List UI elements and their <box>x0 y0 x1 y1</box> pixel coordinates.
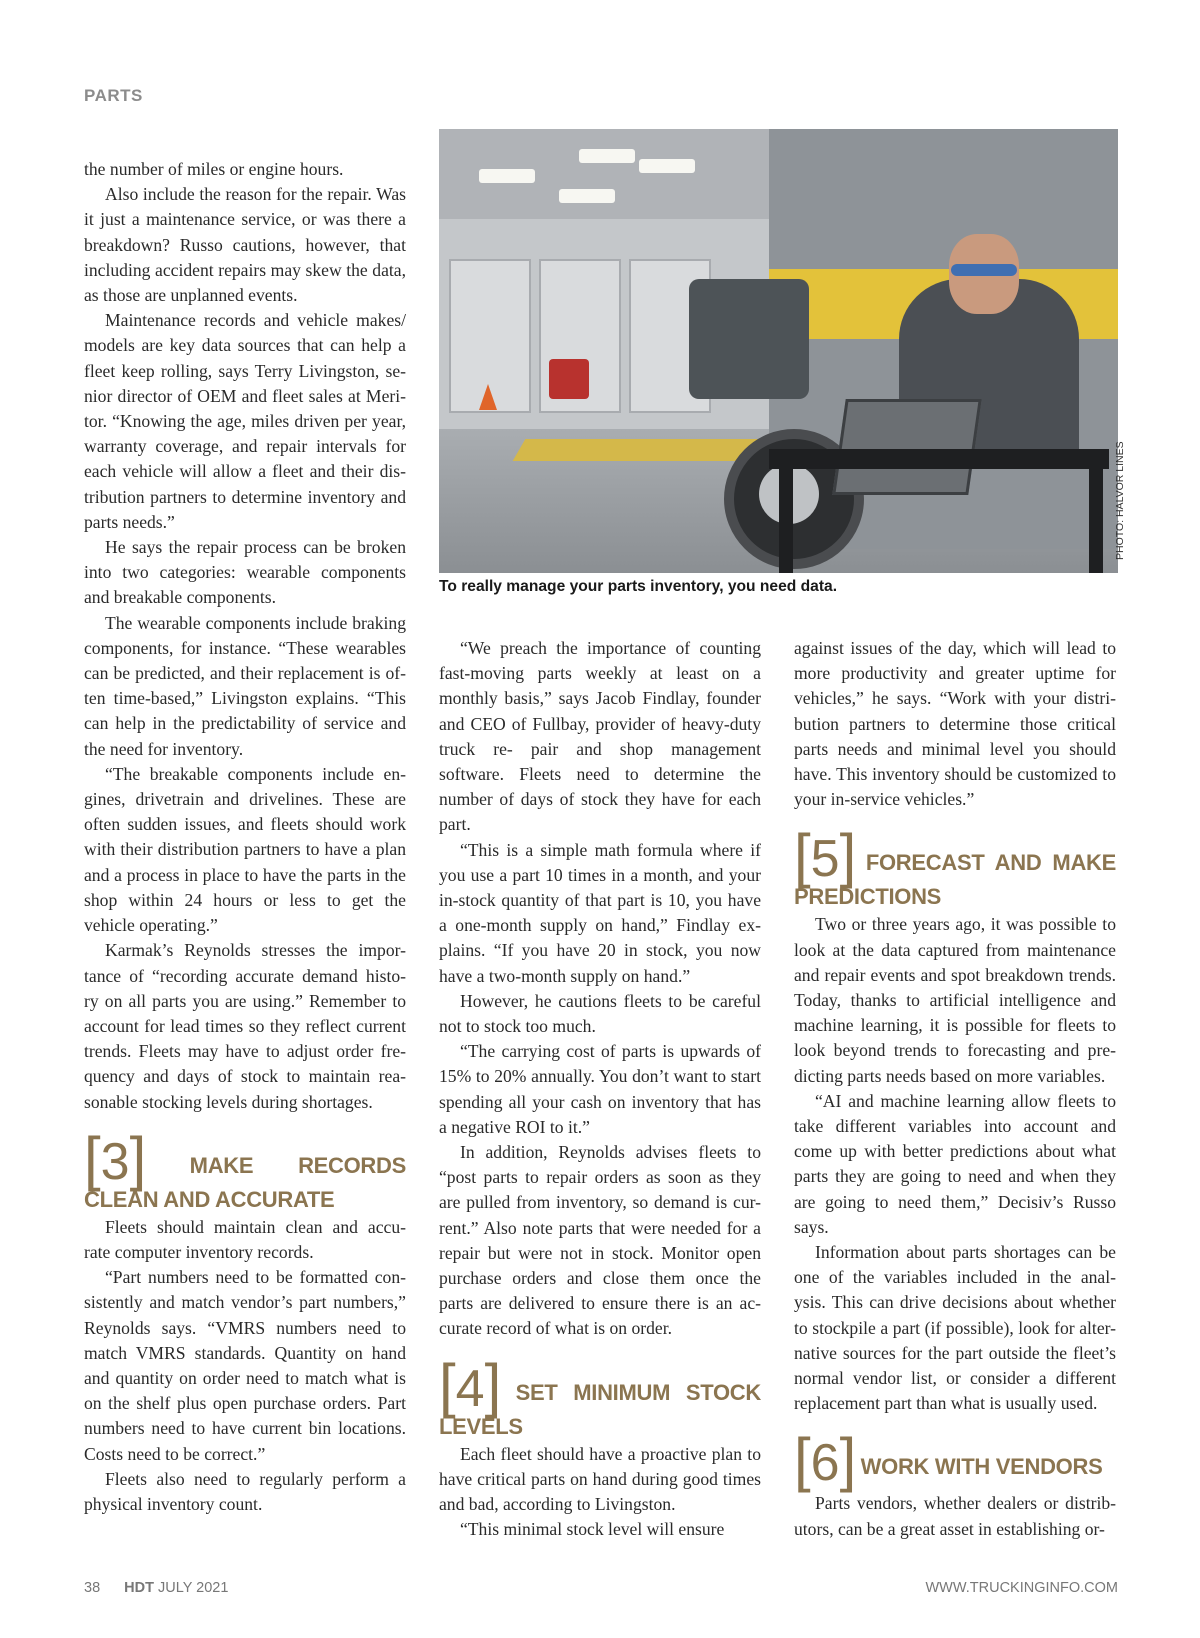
section-label: PARTS <box>84 86 143 105</box>
paragraph: “We preach the importance of counting fast-moving parts weekly at least on a monthly basis,” says Jacob Findlay, founder and CEO of Fullbay, provider of heavy-duty truck re- pair and shop management software. Fleets need to determine the number of days of stock they have for each part. <box>439 638 761 835</box>
paragraph: Maintenance records and vehicle makes/ models are key data sources that can help a fleet keep rolling, says Terry Livingston, se- nior director of OEM and fleet sales at Meri- tor. “Knowing the age, miles driven per year, warranty coverage, and repair intervals for each vehicle will allow a fleet and their dis- tribution partners to determine inventory and parts needs.” <box>84 310 406 532</box>
paragraph: against issues of the day, which will lead to more productivity and greater uptime for vehicles,” he says. “Work with your distri- bution partners to determine those critical parts needs and minimal level you should have. This inventory should be customized to your in-service vehicles.” <box>794 638 1116 810</box>
subhead-title: WORK WITH VENDORS <box>860 1454 1103 1480</box>
page-number: 38 <box>84 1580 101 1596</box>
column-1 <box>84 157 406 1517</box>
column-3 <box>794 636 1116 1542</box>
photo-credit: PHOTO: HALVOR LINES <box>1114 441 1126 560</box>
issue-date: JULY 2021 <box>158 1580 229 1596</box>
paragraph: However, he cautions fleets to be careful not to stock too much. <box>439 990 761 1037</box>
subhead-title: FORECAST AND MAKE PREDICTIONS <box>794 850 1116 910</box>
paragraph: Information about parts shortages can be one of the variables included in the anal- ysis. This can drive decisions about whether to stockpile a part (if possible), look for alter- native sources for the part outside the fleet’s normal vendor list, or consider a different replacement part than what is usually used. <box>794 1242 1116 1414</box>
paragraph: the number of miles or engine hours. <box>84 159 344 179</box>
paragraph: Fleets should maintain clean and accu- rate computer inventory records. <box>84 1216 406 1262</box>
paragraph: “AI and machine learning allow fleets to take different variables into account and come up with better predictions about what parts they are going to need and when they are going to need them,” Decisiv’s Russo says. <box>794 1090 1116 1237</box>
paragraph: Parts vendors, whether dealers or distrib- utors, can be a great asset in establishing or- <box>794 1493 1116 1539</box>
subhead-title: SET MINIMUM STOCK LEVELS <box>439 1379 761 1439</box>
subhead-title: MAKE RECORDS CLEAN AND ACCURATE <box>84 1152 406 1212</box>
paragraph: “The breakable components include en- gines, drivetrain and drivelines. These are often sudden issues, and fleets should work with their distribution partners to have a plan and a process in place to have the parts in the shop within 24 hours or less to get the vehicle operating.” <box>84 763 406 936</box>
column-2 <box>439 636 761 1543</box>
publication-name: HDT <box>124 1580 154 1596</box>
subhead-3: [3] MAKE RECORDS CLEAN AND ACCURATE <box>84 1124 406 1212</box>
subhead-number: 4 <box>455 1359 485 1418</box>
photo-caption: To really manage your parts inventory, you need data. <box>439 578 838 595</box>
subhead-number: 6 <box>810 1434 840 1493</box>
paragraph: He says the repair process can be broken into two categories: wearable components and breakable components. <box>84 537 406 608</box>
paragraph: In addition, Reynolds advises fleets to “post parts to repair orders as soon as they are pulled from inventory, so demand is cur- rent.” Also note parts that were needed for a repair but were not in stock. Monitor open purchase orders and close them once the parts are delivered to ensure there is an ac- curate record of what is on order. <box>439 1142 761 1339</box>
subhead-5: [5] FORECAST AND MAKE PREDICTIONS <box>794 822 1116 910</box>
paragraph: Two or three years ago, it was possible to look at the data captured from maintenance and repair events and spot breakdown trends. Today, thanks to artificial intelligence and machine learning, it is possible for fleets to look beyond trends to forecasting and pre- dicting parts needs based on more variables. <box>794 914 1116 1086</box>
subhead-4: [4] SET MINIMUM STOCK LEVELS <box>439 1351 761 1439</box>
paragraph: The wearable components include braking components, for instance. “These wearables can be predicted, and their replacement is of- ten time-based,” Livingston explains. “This can help in the predictability of service and the need for inventory. <box>84 612 406 759</box>
footer-left <box>84 1580 228 1596</box>
footer-url: WWW.TRUCKINGINFO.COM <box>925 1580 1118 1596</box>
paragraph: “This is a simple math formula where if you use a part 10 times in a month, and your in-stock quantity of that part is 10, you have a one-month supply on hand,” Findlay ex- plains. “If you have 20 in stock, you now have a two-month supply on hand.” <box>439 839 761 986</box>
subhead-number: 5 <box>810 830 840 889</box>
paragraph: “Part numbers need to be formatted con- sistently and match vendor’s part numbers,” Reynolds says. “VMRS numbers need to match VMRS standards. Quantity on hand and quantity on order need to match what is on the shelf plus open purchase orders. Part numbers need to have current bin locations. Costs need to be correct.” <box>84 1267 406 1464</box>
paragraph: Each fleet should have a proactive plan to have critical parts on hand during good times and bad, according to Livingston. <box>439 1443 761 1515</box>
shop-photo <box>439 129 1118 573</box>
subhead-6: [6] WORK WITH VENDORS <box>794 1426 1103 1494</box>
subhead-number: 3 <box>100 1132 130 1191</box>
paragraph: Fleets also need to regularly perform a physical inventory count. <box>84 1468 406 1514</box>
paragraph: Karmak’s Reynolds stresses the impor- tance of “recording accurate demand histo- ry on all parts you are using.” Remember to account for lead times so they reflect current trends. Fleets may have to adjust order fre- quency and days of stock to maintain rea- sonable stocking levels during shortages. <box>84 940 406 1112</box>
paragraph: Also include the reason for the repair. Was it just a maintenance service, or was there a breakdown? Russo cautions, however, that including accident repairs may skew the data, as those are unplanned events. <box>84 184 406 306</box>
paragraph: “The carrying cost of parts is upwards of 15% to 20% annually. You don’t want to start spending all your cash on inventory that has a negative ROI to it.” <box>439 1041 761 1137</box>
paragraph: “This minimal stock level will ensure <box>460 1519 725 1540</box>
